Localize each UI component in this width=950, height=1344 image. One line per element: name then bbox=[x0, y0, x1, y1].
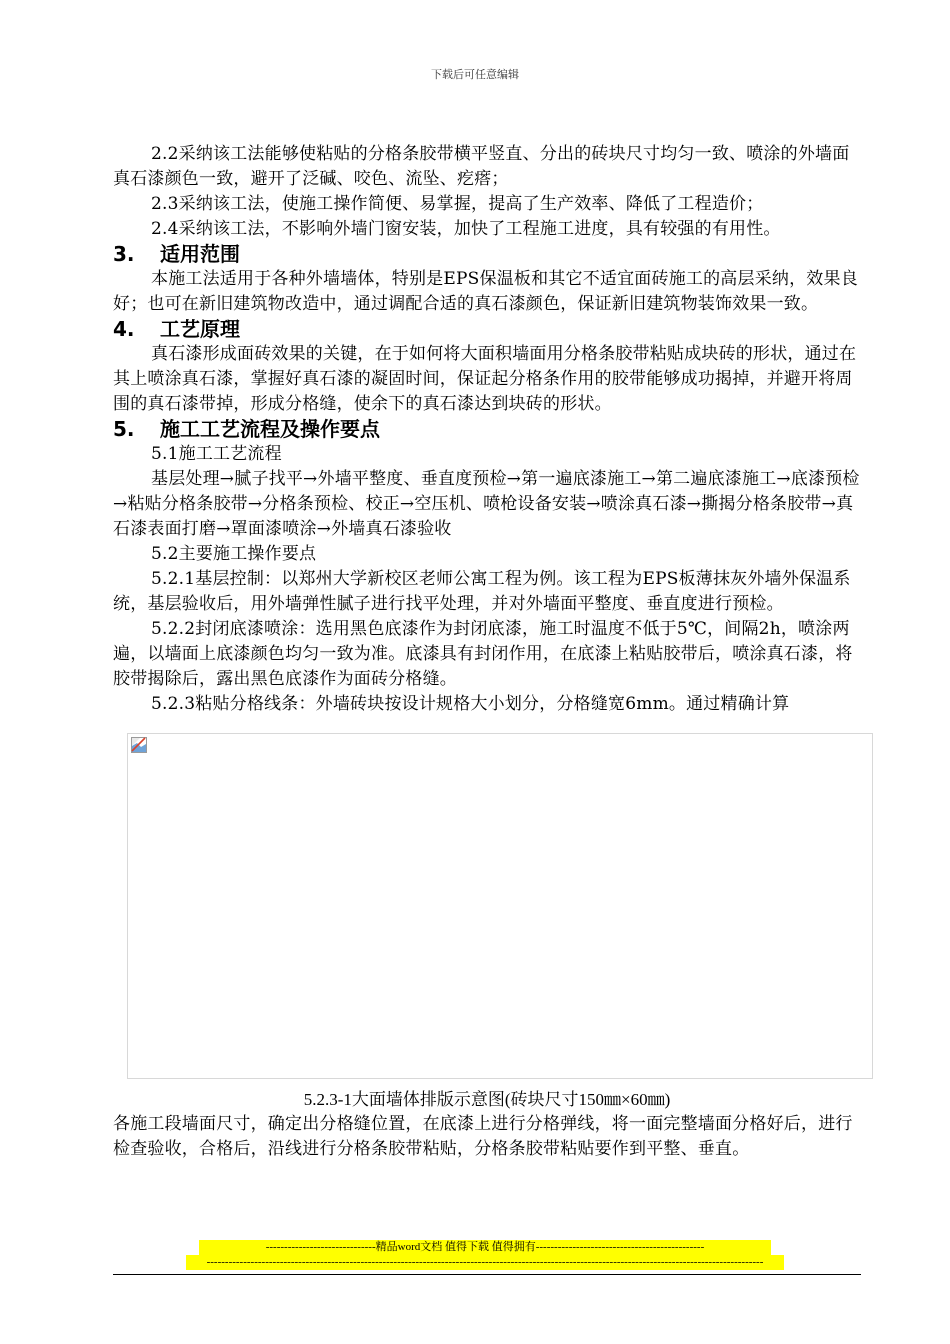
section-5-heading bbox=[113, 417, 861, 442]
section-5-number: 5. bbox=[113, 417, 135, 441]
header-note: 下载后可任意编辑 bbox=[431, 68, 519, 81]
section-4-text: 真石漆形成面砖效果的关键，在于如何将大面积墙面用分格条胶带粘贴成块砖的形状，通过在其上喷涂真石漆，掌握好真石漆的凝固时间，保证起分格条作用的胶带能够成功揭掉，并避开将周围的真石漆带掉，形成分格缝，使余下的真石漆达到块砖的形状。 bbox=[113, 344, 857, 414]
figure-caption: 5.2.3-1大面墙体排版示意图(砖块尺寸150㎜×60㎜) bbox=[303, 1090, 671, 1109]
footer-banner-line-2: -------------------------------------------------------------------------------------------------------------------------------------------------------- bbox=[186, 1255, 784, 1270]
document-body bbox=[113, 142, 861, 1162]
paragraph-5-2-2: 5.2.2封闭底漆喷涂：选用黑色底漆作为封闭底漆，施工时温度不低于5℃，间隔2h，喷涂两遍，以墙面上底漆颜色均匀一致为准。底漆具有封闭作用，在底漆上粘贴胶带后，喷涂真石漆，将胶带揭除后，露出黑色底漆作为面砖分格缝。 bbox=[113, 619, 853, 689]
footer-banner-line-1: ------------------------------精品word文档 值得下载 值得拥有---------------------------------------------- bbox=[199, 1240, 771, 1255]
paragraph-5-2-1: 5.2.1基层控制：以郑州大学新校区老师公寓工程为例。该工程为EPS板薄抹灰外墙外保温系统，基层验收后，用外墙弹性腻子进行找平处理，并对外墙面平整度、垂直度进行预检。 bbox=[113, 569, 851, 614]
paragraph-after-figure: 各施工段墙面尺寸，确定出分格缝位置，在底漆上进行分格弹线，将一面完整墙面分格好后，进行检查验收，合格后，沿线进行分格条胶带粘贴，分格条胶带粘贴要作到平整、垂直。 bbox=[113, 1114, 853, 1159]
subsection-5-2: 5.2主要施工操作要点 bbox=[151, 544, 317, 564]
section-3-title: 适用范围 bbox=[160, 242, 240, 266]
section-4-title: 工艺原理 bbox=[160, 317, 240, 341]
section-3-number: 3. bbox=[113, 242, 135, 266]
section-3-heading bbox=[113, 242, 861, 267]
footer-divider bbox=[113, 1274, 861, 1275]
paragraph-5-2-3: 5.2.3粘贴分格线条：外墙砖块按设计规格大小划分，分格缝宽6mm。通过精确计算 bbox=[151, 694, 790, 714]
figure-placeholder bbox=[127, 733, 873, 1079]
process-flow-text: 基层处理→腻子找平→外墙平整度、垂直度预检→第一遍底漆施工→第二遍底漆施工→底漆预检→粘贴分格条胶带→分格条预检、校正→空压机、喷枪设备安装→喷涂真石漆→撕揭分格条胶带→真石漆表面打磨→罩面漆喷涂→外墙真石漆验收 bbox=[113, 469, 860, 539]
section-4-heading bbox=[113, 317, 861, 342]
section-5-title: 施工工艺流程及操作要点 bbox=[160, 417, 380, 441]
broken-image-icon bbox=[131, 737, 147, 753]
paragraph-2-4: 2.4采纳该工法，不影响外墙门窗安装，加快了工程施工进度，具有较强的有用性。 bbox=[151, 219, 781, 239]
section-3-text: 本施工法适用于各种外墙墙体，特别是EPS保温板和其它不适宜面砖施工的高层采纳，效果良好；也可在新旧建筑物改造中，通过调配合适的真石漆颜色，保证新旧建筑物装饰效果一致。 bbox=[113, 269, 858, 314]
section-4-number: 4. bbox=[113, 317, 135, 341]
footer-banner bbox=[186, 1240, 784, 1270]
paragraph-2-2: 2.2采纳该工法能够使粘贴的分格条胶带横平竖直、分出的砖块尺寸均匀一致、喷涂的外墙面真石漆颜色一致，避开了泛碱、咬色、流坠、疙瘩； bbox=[113, 144, 850, 189]
paragraph-2-3: 2.3采纳该工法，使施工操作简便、易掌握，提高了生产效率、降低了工程造价； bbox=[151, 194, 764, 214]
subsection-5-1: 5.1施工工艺流程 bbox=[151, 444, 282, 464]
